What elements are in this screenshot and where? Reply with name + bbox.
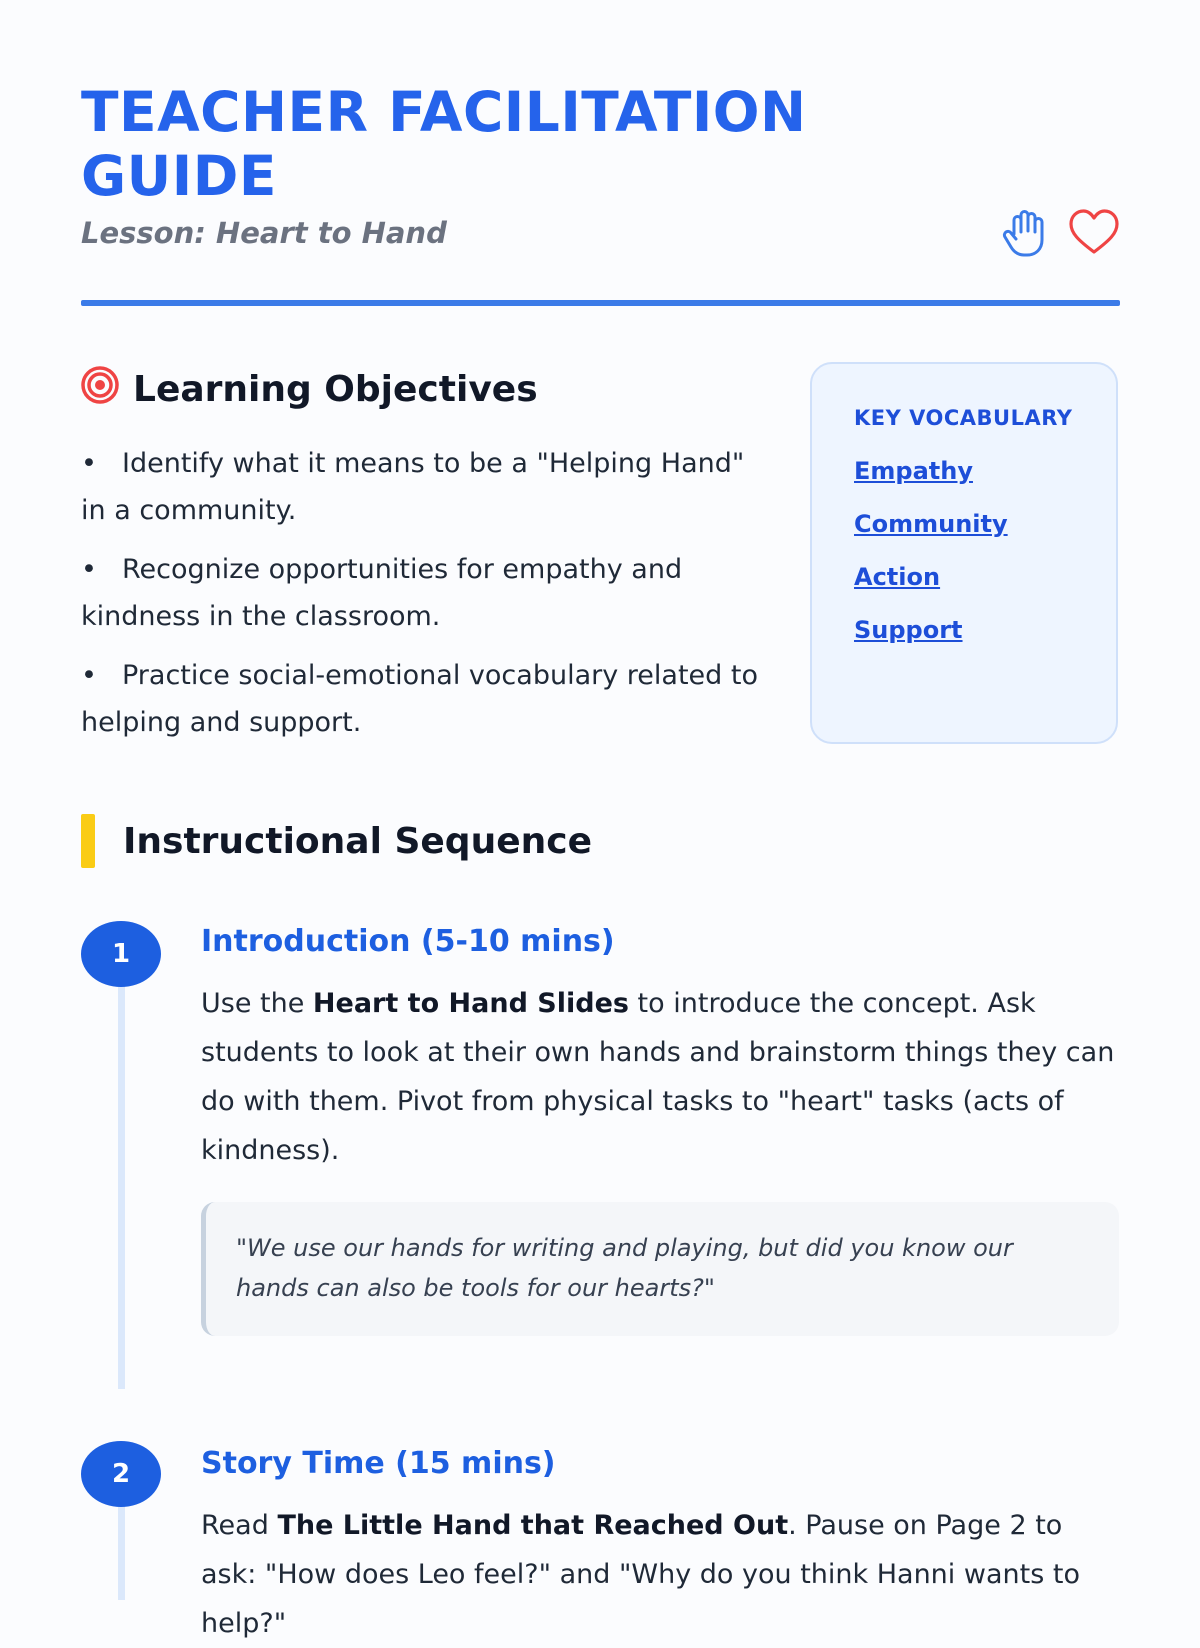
header-icons [998,206,1120,260]
vocab-link-community[interactable]: Community [854,510,1008,538]
step-number-badge: 2 [81,1441,161,1507]
step-title: Story Time (15 mins) [201,1446,556,1481]
list-item: • Recognize opportunities for empathy and kindness in the classroom. [81,546,761,640]
page-title: TEACHER FACILITATION GUIDE [81,80,807,208]
objectives-heading [81,366,538,413]
bullet: • [81,554,97,585]
target-icon [81,366,119,413]
step-title: Introduction (5-10 mins) [201,924,615,959]
list-item: • Identify what it means to be a "Helping Hand" in a community. [81,440,761,534]
sequence-heading [81,814,592,868]
objectives-list [81,440,761,758]
vocab-link-empathy[interactable]: Empathy [854,457,973,485]
guide-page [81,0,1120,1639]
objectives-title: Learning Objectives [133,369,538,410]
teacher-quote: "We use our hands for writing and playing, but did you know our hands can also be tools for our hearts?" [201,1202,1119,1336]
lesson-subtitle: Lesson: Heart to Hand [81,216,447,250]
key-vocabulary-card [810,362,1118,744]
bullet: • [81,448,97,479]
bullet: • [81,660,97,691]
step-number-badge: 1 [81,921,161,987]
hand-icon [998,206,1052,260]
vocab-link-support[interactable]: Support [854,616,963,644]
vocabulary-title: KEY VOCABULARY [854,406,1073,430]
heading-accent-bar [81,814,95,868]
heart-icon [1068,206,1120,260]
vocab-link-action[interactable]: Action [854,563,941,591]
step-description: Use the Heart to Hand Slides to introduce the concept. Ask students to look at their own hands and brainstorm things they can do with them. Pivot from physical tasks to "heart" tasks (acts of kindness). [201,988,1115,1166]
header-divider [81,300,1120,306]
list-item: • Practice social-emotional vocabulary related to helping and support. [81,652,761,746]
sequence-title: Instructional Sequence [123,820,593,862]
step-description: Read The Little Hand that Reached Out. Pause on Page 2 to ask: "How does Leo feel?" and "Why do you think Hanni wants to help?" [201,1510,1080,1639]
timeline-connector [118,975,125,1389]
